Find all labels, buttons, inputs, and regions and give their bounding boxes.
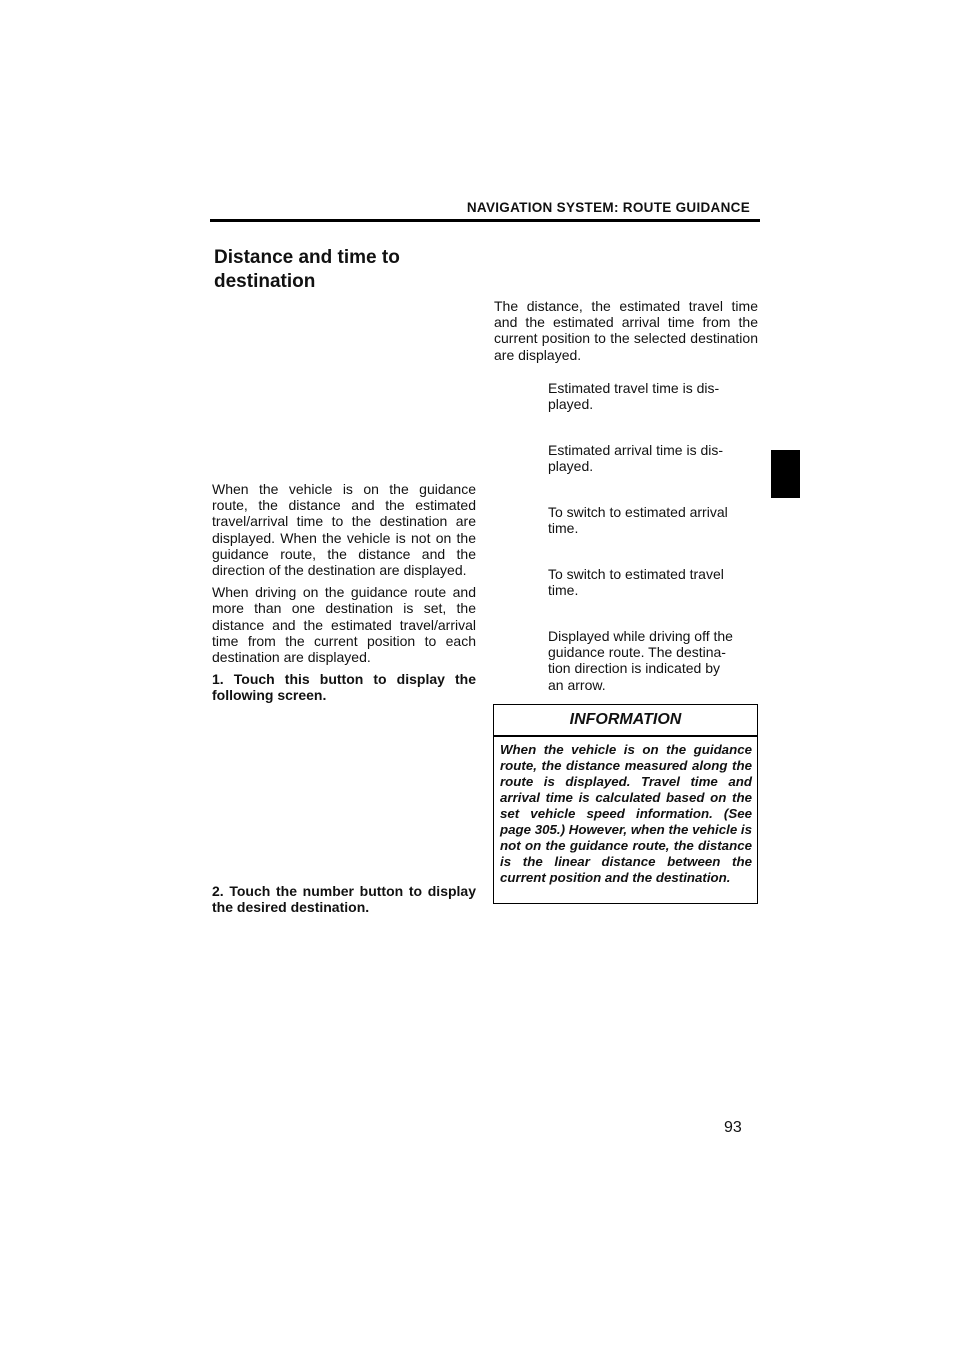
intro-paragraph: The distance, the estimated travel time and the estimated arrival time from the current position to the selected destination are displayed.: [494, 298, 758, 363]
section-title-line-2: destination: [214, 271, 316, 292]
section-title: [214, 246, 474, 294]
information-divider: [494, 735, 757, 737]
left-column-body: [212, 481, 476, 704]
legend-item-switch-travel: To switch to estimated travel time.: [548, 566, 724, 599]
legend-item-off-route: Displayed while driving off the guidance route. The destina- tion direction is indicated by an arrow.: [548, 628, 733, 693]
body-paragraph-1: When the vehicle is on the guidance route, the distance and the estimated travel/arrival time to the destination are displayed. When the vehicle is not on the guidance route, the distance and the direction of the destination are displayed.: [212, 481, 476, 579]
page-number: 93: [724, 1119, 742, 1136]
information-box: [493, 704, 758, 904]
chapter-thumb-tab: [771, 450, 800, 498]
body-paragraph-2: When driving on the guidance route and more than one destination is set, the distance and the estimated travel/arrival time from the current position to each destination are displayed.: [212, 584, 476, 666]
right-column-intro: [494, 298, 758, 363]
header-rule: [210, 219, 760, 222]
step-2: 2. Touch the number button to display the desired destination.: [212, 883, 476, 916]
section-title-line-1: Distance and time to: [214, 247, 400, 268]
legend-item-switch-arrival: To switch to estimated arrival time.: [548, 504, 728, 537]
information-title: INFORMATION: [569, 711, 682, 728]
running-header: NAVIGATION SYSTEM: ROUTE GUIDANCE: [466, 200, 750, 215]
legend-item-travel-time: Estimated travel time is dis- played.: [548, 380, 720, 413]
legend-item-arrival-time: Estimated arrival time is dis- played.: [548, 442, 724, 475]
information-text: When the vehicle is on the guidance route, the distance measured along the route is displayed. Travel time and arrival time is calculated based on the set vehicle speed information. (See page 305.) However, when the vehicle is not on the guidance route, the distance is the linear distance between the current position and the destination.: [500, 742, 753, 885]
step-1: 1. Touch this button to display the following screen.: [212, 671, 476, 704]
